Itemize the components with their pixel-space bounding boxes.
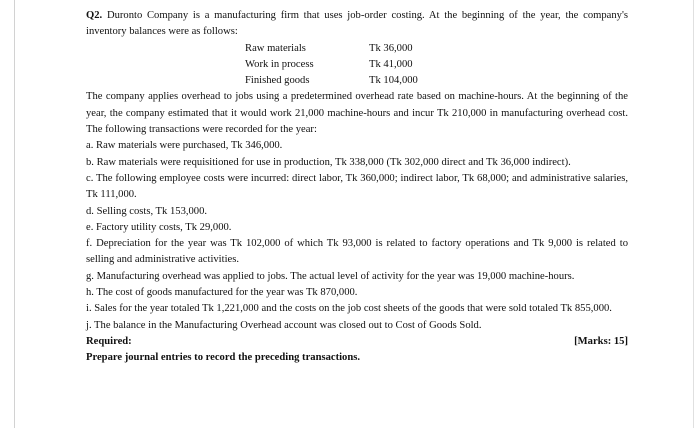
transaction-g: g. Manufacturing overhead was applied to jobs. The actual level of activity for the year was 19,000 machine-hours. (86, 270, 575, 282)
transaction-j: j. The balance in the Manufacturing Overhead account was closed out to Cost of Goods Sold. (86, 319, 482, 331)
transaction-e: e. Factory utility costs, Tk 29,000. (86, 221, 232, 233)
intro-text: Duronto Company is a manufacturing firm that uses job-order costing. At the beginning of the year, the company's inventory balances were as follows: (86, 10, 628, 38)
balance-label: Raw materials (245, 42, 306, 54)
transaction-h: h. The cost of goods manufactured for the year was Tk 870,000. (86, 287, 358, 299)
inventory-balances-table (245, 41, 418, 90)
required-label: Required: (86, 335, 132, 347)
transaction-f: f. Depreciation for the year was Tk 102,000 of which Tk 93,000 is related to factory operations and Tk 9,000 is related to selling and administrative activities. (86, 238, 628, 266)
transaction-a: a. Raw materials were purchased, Tk 346,000. (86, 140, 283, 152)
question-number: Q2. (86, 10, 103, 21)
balance-label: Finished goods (245, 75, 310, 87)
page-edge-left (14, 0, 15, 428)
transaction-c: c. The following employee costs were incurred: direct labor, Tk 360,000; indirect labor, Tk 68,000; and administrative salaries, Tk 111,000. (86, 172, 628, 201)
marks-label: [Marks: 15] (574, 335, 628, 347)
balance-label: Work in process (245, 58, 314, 70)
balance-row (245, 57, 418, 73)
balance-amount: Tk 41,000 (369, 58, 413, 70)
transaction-i: i. Sales for the year totaled Tk 1,221,000 and the costs on the job cost sheets of the goods that were sold totaled Tk 855,000. (86, 303, 612, 315)
transaction-b: b. Raw materials were requisitioned for use in production, Tk 338,000 (Tk 302,000 direct and Tk 36,000 indirect). (86, 156, 571, 168)
balance-amount: Tk 36,000 (369, 42, 413, 54)
required-instruction: Prepare journal entries to record the preceding transactions. (86, 352, 361, 364)
balance-amount: Tk 104,000 (369, 75, 418, 87)
balance-row (245, 73, 418, 89)
required-line (86, 334, 628, 350)
question-intro (86, 8, 628, 41)
transaction-d: d. Selling costs, Tk 153,000. (86, 205, 208, 217)
balance-row (245, 41, 418, 57)
question-block (86, 8, 628, 367)
page-edge-right (693, 0, 694, 428)
overhead-paragraph: The company applies overhead to jobs using a predetermined overhead rate based on machine-hours. At the beginning of the year, the company estimated that it would work 21,000 machine-hours and incur Tk 210,000 in manufacturing overhead cost. The following transactions were recorded for the year: (86, 91, 628, 136)
